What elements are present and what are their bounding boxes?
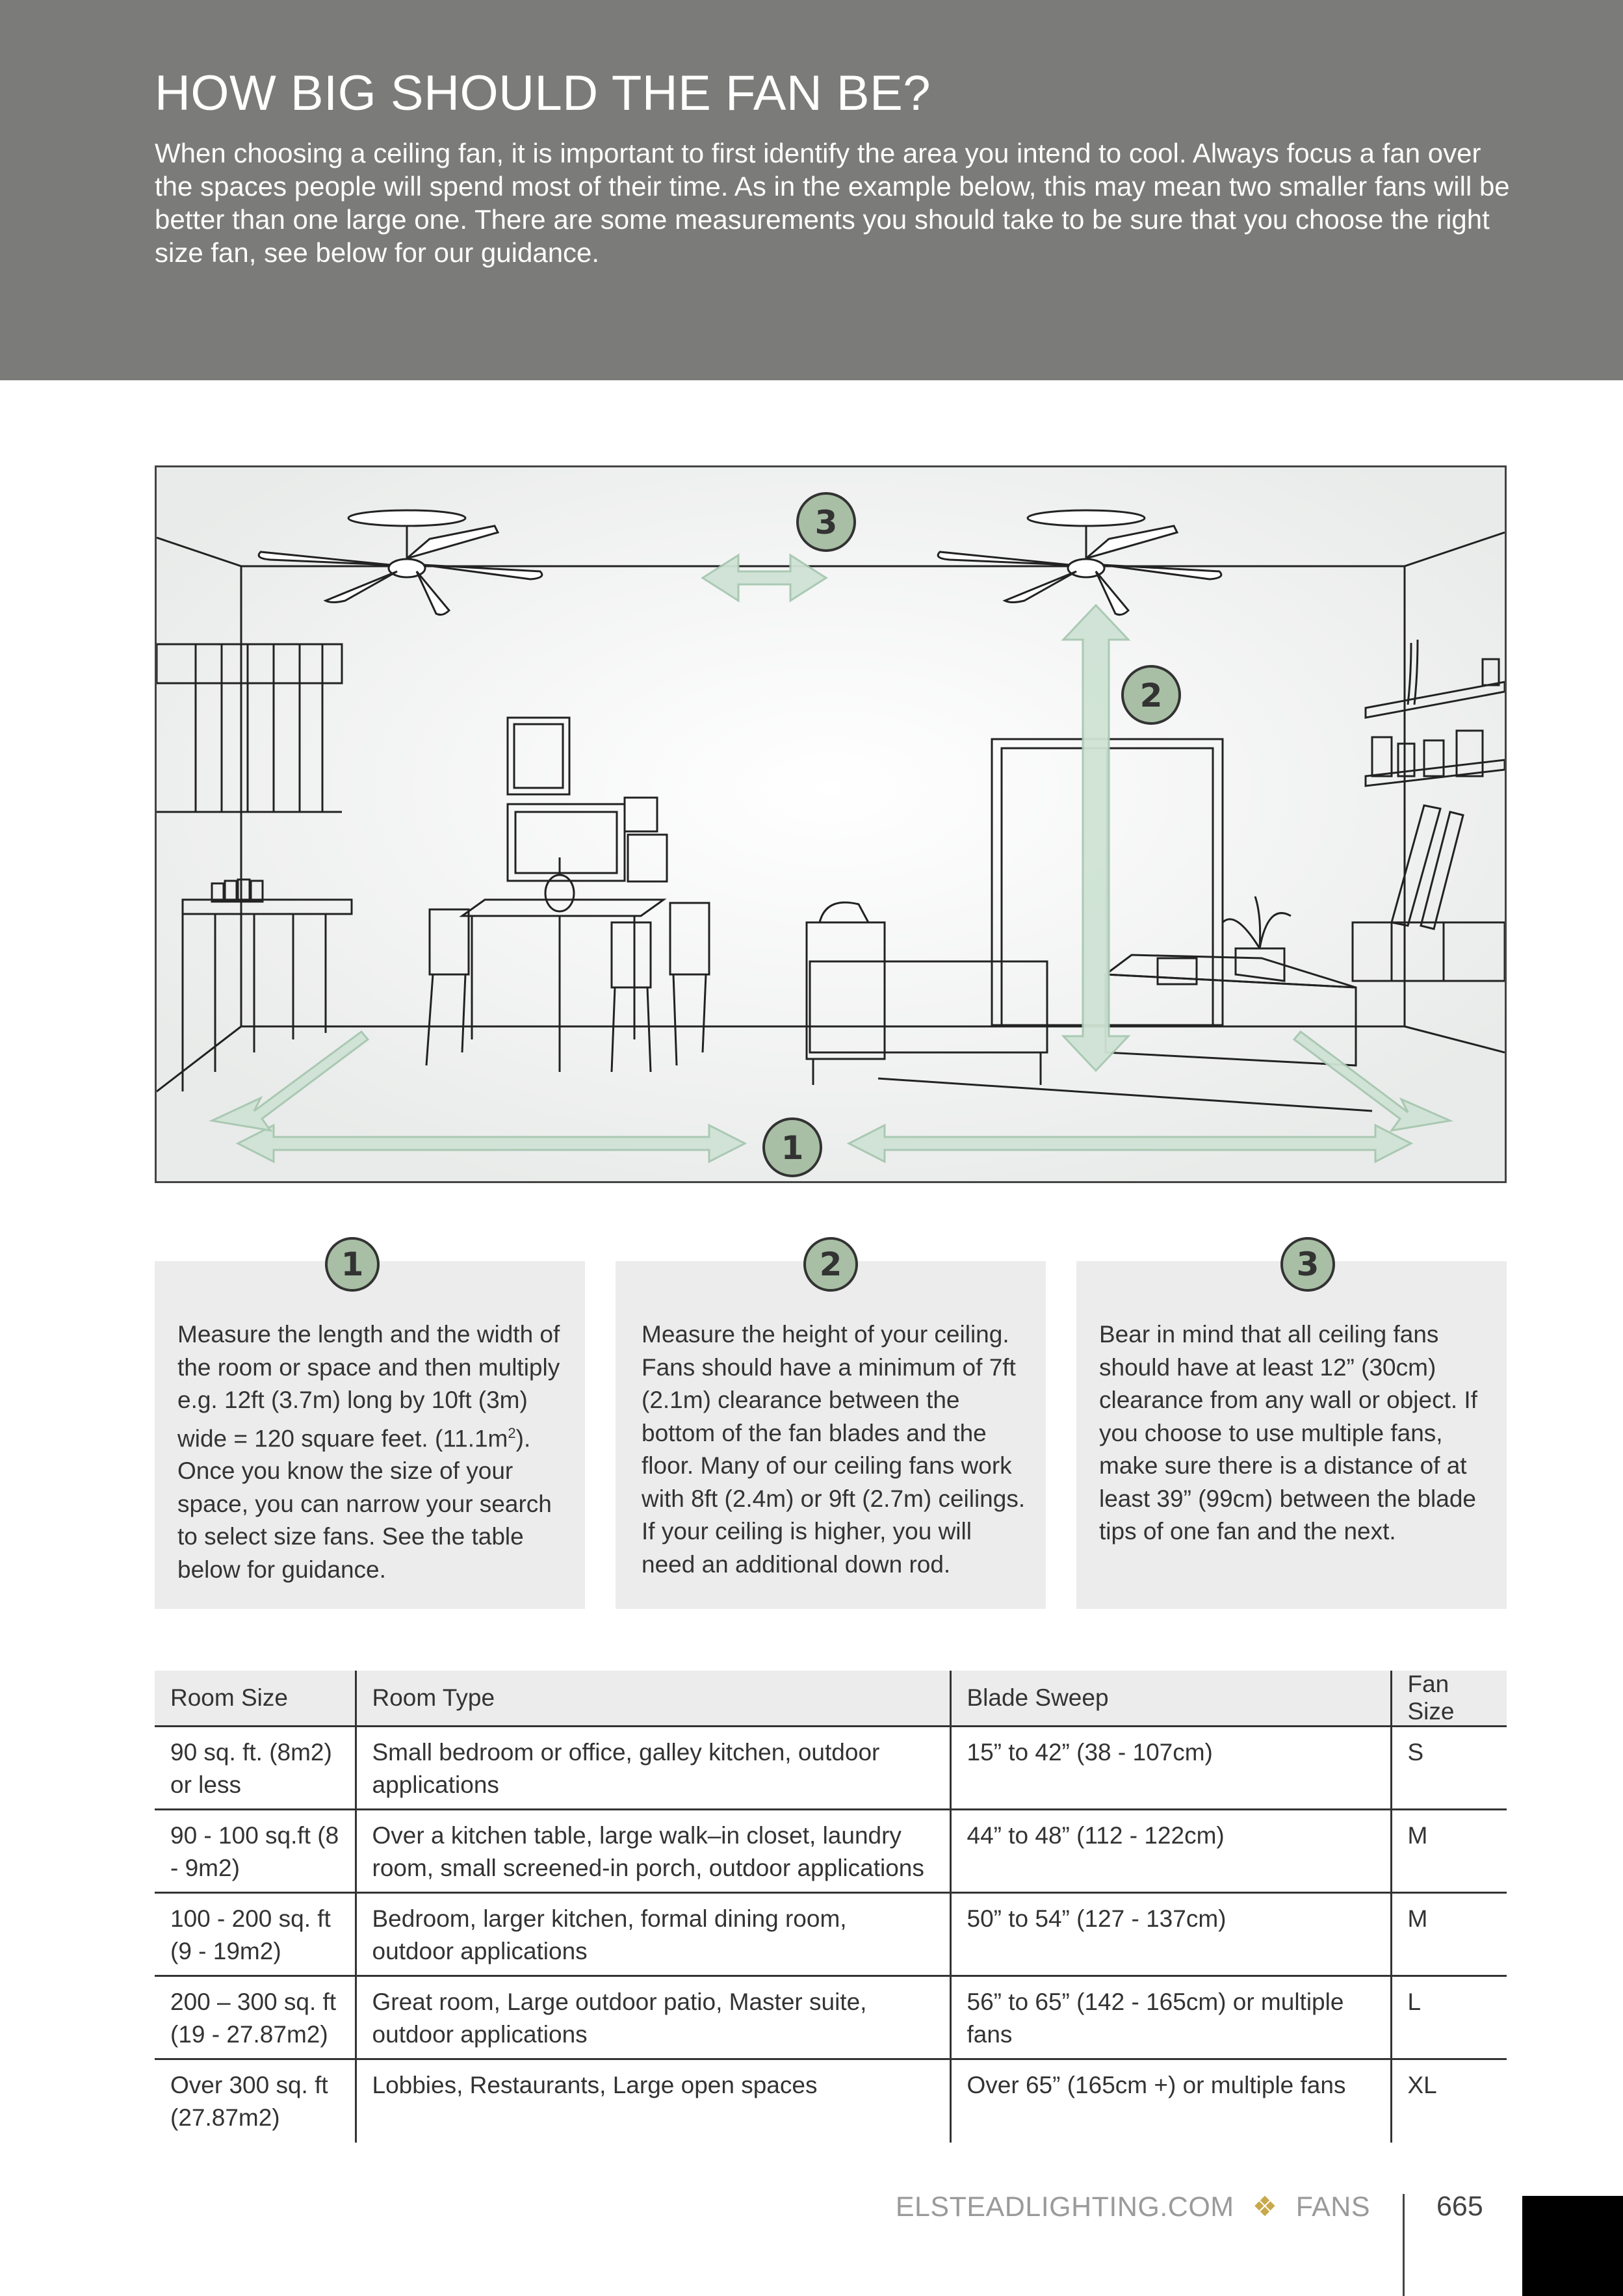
header-banner <box>0 0 1623 380</box>
step-2-badge: 2 <box>803 1237 858 1292</box>
table-header-row <box>155 1671 1507 1727</box>
header-blade-sweep: Blade Sweep <box>950 1671 1391 1727</box>
marker-1-floor <box>764 1119 821 1176</box>
cell-blade-sweep: 50” to 54” (127 - 137cm) <box>950 1893 1391 1976</box>
step-1-superscript: 2 <box>508 1424 516 1441</box>
step-1-text-after: ). Once you know the size of your space, you can narrow your search to select size fans. See the table below for guidance. <box>177 1424 552 1583</box>
marker-2-height <box>1123 666 1180 724</box>
cell-room-size: 200 – 300 sq. ft (19 - 27.87m2) <box>155 1976 356 2059</box>
cell-room-size: Over 300 sq. ft (27.87m2) <box>170 2072 328 2131</box>
page-title: HOW BIG SHOULD THE FAN BE? <box>155 66 931 121</box>
cell-fan-size: M <box>1391 1810 1507 1893</box>
header-room-size: Room Size <box>155 1671 356 1727</box>
cell-room-size: 90 sq. ft. (8m2) or less <box>155 1727 356 1810</box>
footer-divider <box>1403 2194 1405 2296</box>
table-row <box>155 1810 1507 1893</box>
fan-size-table <box>155 1671 1507 2143</box>
cell-blade-sweep: Over 65” (165cm +) or multiple fans <box>950 2059 1391 2143</box>
cell-room-type: Bedroom, larger kitchen, formal dining room, outdoor applications <box>356 1893 950 1976</box>
table-row <box>155 2059 1507 2143</box>
section-label: FANS <box>1295 2191 1370 2223</box>
marker-1-label: 1 <box>781 1129 804 1167</box>
diamond-icon: ❖ <box>1252 2191 1278 2223</box>
step-1-badge: 1 <box>325 1237 380 1292</box>
page-number: 665 <box>1436 2191 1483 2222</box>
site-link[interactable]: ELSTEADLIGHTING.COM <box>895 2191 1234 2223</box>
step-1-text-before: Measure the length and the width of the room or space and then multiply e.g. 12ft (3.7m) long by 10ft (3m) wide = 120 square feet. (11.1m <box>177 1321 560 1452</box>
cell-room-size: 100 - 200 sq. ft (9 - 19m2) <box>155 1893 356 1976</box>
intro-paragraph: When choosing a ceiling fan, it is important to first identify the area you intend to cool. Always focus a fan over the spaces people will spend most of their time. As in the example below, this may mean two smaller fans will be better than one large one. There are some measurements you should take to be sure that you choose the right size fan, see below for our guidance. <box>155 138 1510 268</box>
cell-room-type: Lobbies, Restaurants, Large open spaces <box>356 2059 950 2143</box>
step-3-badge: 3 <box>1280 1237 1335 1292</box>
step-1-panel <box>155 1261 585 1609</box>
cell-blade-sweep: 44” to 48” (112 - 122cm) <box>950 1810 1391 1893</box>
corner-tab <box>1522 2196 1623 2296</box>
header-fan-size: Fan Size <box>1391 1671 1507 1727</box>
room-illustration <box>155 465 1507 1183</box>
cell-room-type: Over a kitchen table, large walk–in closet, laundry room, small screened-in porch, outdoor applications <box>356 1810 950 1893</box>
table-row <box>155 1727 1507 1810</box>
cell-room-type: Great room, Large outdoor patio, Master suite, outdoor applications <box>356 1976 950 2059</box>
marker-3-label: 3 <box>814 504 838 541</box>
cell-fan-size: S <box>1391 1727 1507 1810</box>
cell-room-size: 90 - 100 sq.ft (8 - 9m2) <box>155 1810 356 1893</box>
table-row <box>155 1976 1507 2059</box>
step-2-panel <box>616 1261 1046 1609</box>
room-drawing <box>157 467 1505 1181</box>
step-3-panel <box>1076 1261 1507 1609</box>
cell-blade-sweep: 56” to 65” (142 - 165cm) or multiple fans <box>950 1976 1391 2059</box>
header-room-type: Room Type <box>356 1671 950 1727</box>
cell-fan-size: M <box>1391 1893 1507 1976</box>
cell-room-type: Small bedroom or office, galley kitchen, outdoor applications <box>356 1727 950 1810</box>
marker-3-top <box>798 493 855 551</box>
cell-fan-size: L <box>1391 1976 1507 2059</box>
cell-blade-sweep: 15” to 42” (38 - 107cm) <box>950 1727 1391 1810</box>
step-2-text: Measure the height of your ceiling. Fans should have a minimum of 7ft (2.1m) clearance between the bottom of the fan blades and the floor. Many of our ceiling fans work with 8ft (2.4m) or 9ft (2.7m) ceilings. If your ceiling is higher, you will need an additional down rod. <box>642 1321 1026 1578</box>
step-3-text: Bear in mind that all ceiling fans should have at least 12” (30cm) clearance from any wall or object. If you choose to use multiple fans, make sure there is a distance of at least 39” (99cm) between the blade tips of one fan and the next. <box>1099 1321 1477 1545</box>
table-row <box>155 1893 1507 1976</box>
cell-fan-size: XL <box>1391 2059 1507 2143</box>
marker-2-label: 2 <box>1139 677 1163 714</box>
footer-site <box>896 2191 1370 2223</box>
step-1-text <box>177 1318 567 1586</box>
